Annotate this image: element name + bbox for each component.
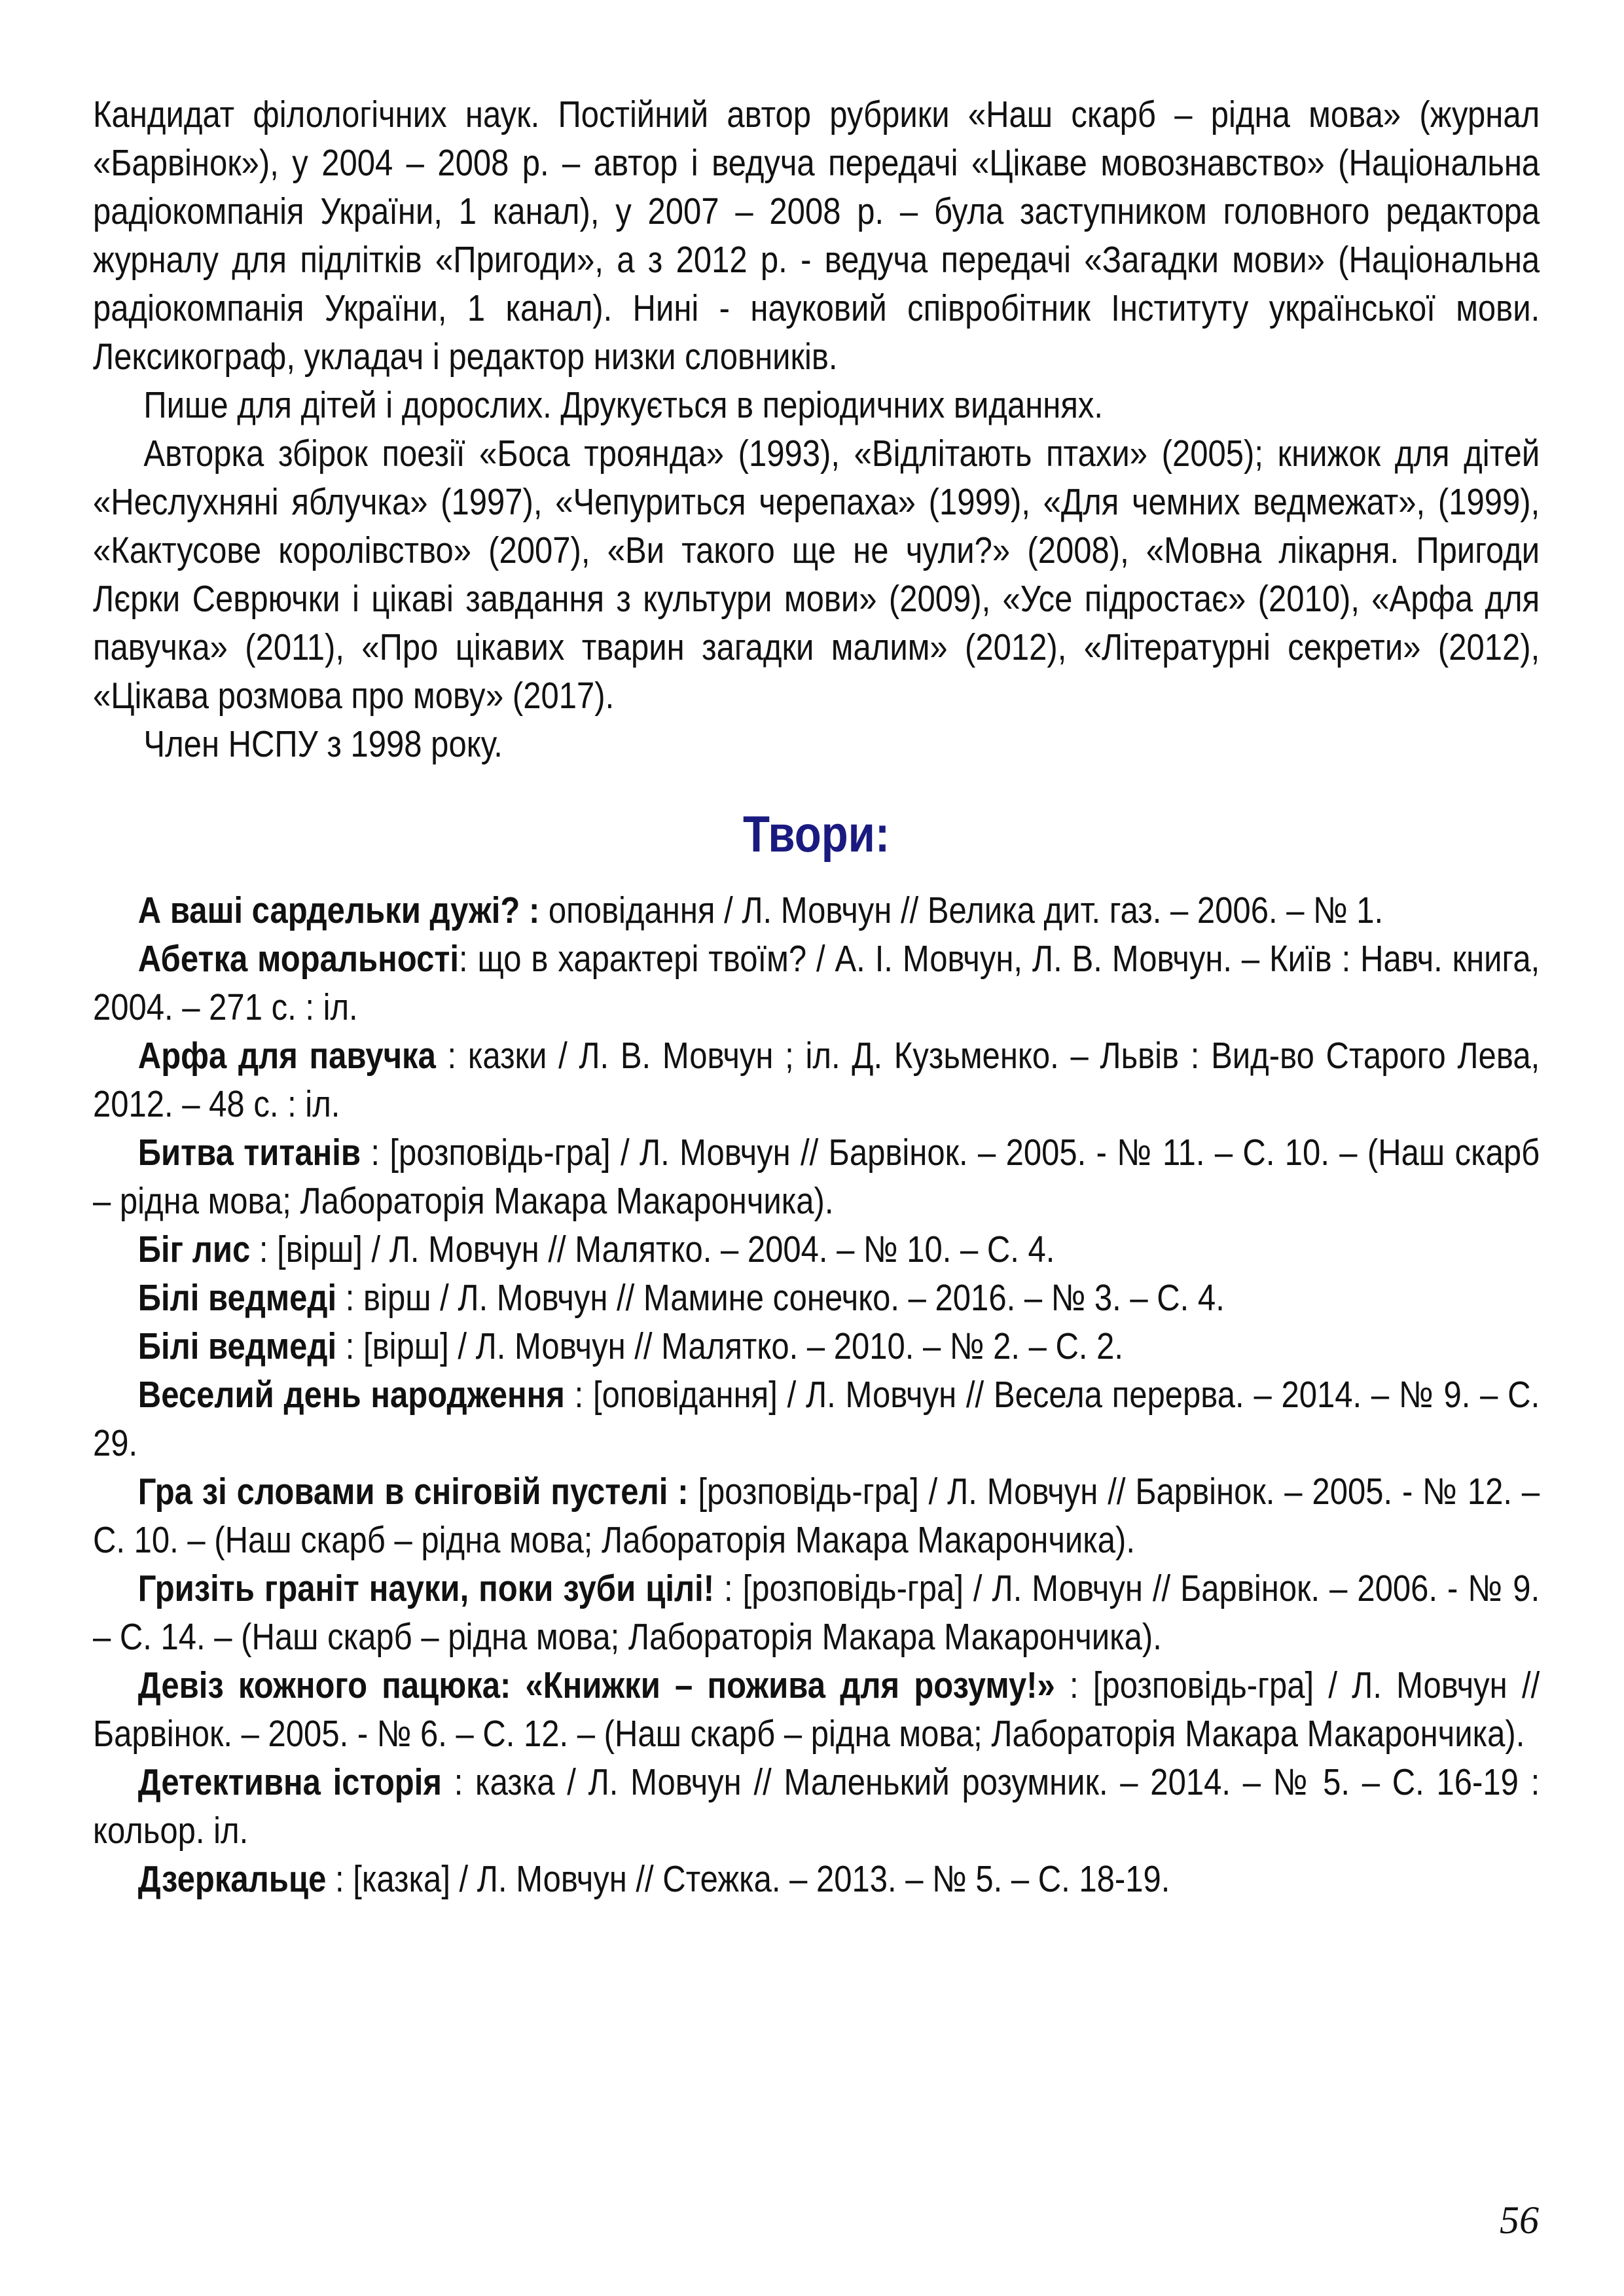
entry-details: : [розповідь-гра] / Л. Мовчун // Барвінок. – 2005. - № 11. – С. 10. – (Наш скарб – рідна мова; Лабораторія Макара Макарончика). bbox=[93, 1132, 1540, 1222]
bibliography-entry bbox=[93, 1467, 1540, 1564]
biography-paragraph: Член НСПУ з 1998 року. bbox=[143, 723, 503, 765]
entry-details: : [вірш] / Л. Мовчун // Малятко. – 2004. – № 10. – С. 4. bbox=[250, 1229, 1055, 1270]
entry-title: Веселий день народження bbox=[137, 1374, 565, 1416]
entry-details: [розповідь-гра] / Л. Мовчун // Барвінок. – 2005. - № 12. – С. 10. – (Наш скарб – рідна мова; Лабораторія Макара Макарончика). bbox=[93, 1471, 1540, 1561]
entry-details: : [оповідання] / Л. Мовчун // Весела перерва. – 2014. – № 9. – С. 29. bbox=[93, 1374, 1540, 1464]
bibliography-entry bbox=[93, 1758, 1540, 1855]
entry-details: : що в характері твоїм? / А. І. Мовчун, Л. В. Мовчун. – Київ : Навч. книга, 2004. – 271 с. : іл. bbox=[93, 938, 1540, 1028]
bibliography-entry bbox=[93, 935, 1540, 1031]
bibliography-entry bbox=[93, 1855, 1540, 1903]
bibliography-entry bbox=[93, 1564, 1540, 1661]
entry-details: : [розповідь-гра] / Л. Мовчун // Барвінок. – 2006. - № 9. – С. 14. – (Наш скарб – рідна мова; Лабораторія Макара Макарончика). bbox=[93, 1568, 1540, 1658]
entry-title: А ваші сардельки дужі? : bbox=[137, 889, 540, 931]
entry-title: Дзеркальце bbox=[137, 1858, 327, 1900]
entry-details: : [казка] / Л. Мовчун // Стежка. – 2013. – № 5. – С. 18-19. bbox=[326, 1858, 1170, 1900]
entry-title: Арфа для павучка bbox=[137, 1035, 436, 1077]
works-list bbox=[93, 886, 1540, 1903]
entry-title: Абетка моральності bbox=[137, 938, 459, 980]
bibliography-entry bbox=[93, 1322, 1540, 1371]
entry-title: Битва титанів bbox=[137, 1132, 361, 1174]
entry-title: Білі ведмеді bbox=[137, 1325, 337, 1367]
page-number: 56 bbox=[1500, 2198, 1539, 2242]
bibliography-entry bbox=[93, 886, 1540, 935]
entry-details: : вірш / Л. Мовчун // Мамине сонечко. – 2016. – № 3. – С. 4. bbox=[336, 1277, 1225, 1319]
bibliography-entry bbox=[93, 1225, 1540, 1274]
biography-paragraph: Авторка збірок поезії «Боса троянда» (1993), «Відлітають птахи» (2005); книжок для дітей «Неслухняні яблучка» (1997), «Чепуриться черепаха» (1999), «Для чемних ведмежат», (1999), «Кактусове королівство» (2007), «Ви такого ще не чули?» (2008), «Мовна лікарня. Пригоди Лєрки Севрючки і цікаві завдання з культури мови» (2009), «Усе підростає» (2010), «Арфа для павучка» (2011), «Про цікавих тварин загадки малим» (2012), «Літературні секрети» (2012), «Цікава розмова про мову» (2017). bbox=[93, 433, 1540, 717]
entry-title: Білі ведмеді bbox=[137, 1277, 337, 1319]
entry-title: Біг лис bbox=[137, 1229, 251, 1270]
bibliography-entry bbox=[93, 1274, 1540, 1322]
author-biography bbox=[93, 90, 1540, 768]
biography-paragraph: Пише для дітей і дорослих. Друкується в періодичних виданнях. bbox=[143, 384, 1104, 426]
biography-paragraph: Кандидат філологічних наук. Постійний автор рубрики «Наш скарб – рідна мова» (журнал «Барвінок»), у 2004 – 2008 р. – автор і ведуча передачі «Цікаве мовознавство» (Національна радіокомпанія України, 1 канал), у 2007 – 2008 р. – була заступником головного редактора журналу для підлітків «Пригоди», а з 2012 р. - ведуча передачі «Загадки мови» (Національна радіокомпанія України, 1 канал). Нині - науковий співробітник Інституту української мови. Лексикограф, укладач і редактор низки словників. bbox=[93, 94, 1540, 378]
entry-title: Гризіть граніт науки, поки зуби цілі! bbox=[137, 1568, 715, 1609]
entry-details: : казка / Л. Мовчун // Маленький розумник. – 2014. – № 5. – С. 16-19 : кольор. іл. bbox=[93, 1761, 1540, 1852]
entry-title: Гра зі словами в сніговій пустелі : bbox=[137, 1471, 689, 1513]
section-title: Твори: bbox=[742, 805, 890, 863]
entry-title: Детективна історія bbox=[137, 1761, 442, 1803]
entry-details: : казки / Л. В. Мовчун ; іл. Д. Кузьменко. – Львів : Вид-во Старого Лева, 2012. – 48 с. : іл. bbox=[93, 1035, 1540, 1125]
entry-details: : [вірш] / Л. Мовчун // Малятко. – 2010. – № 2. – С. 2. bbox=[336, 1325, 1124, 1367]
document-page bbox=[93, 90, 1540, 1903]
entry-details: : [розповідь-гра] / Л. Мовчун // Барвінок. – 2005. - № 6. – С. 12. – (Наш скарб – рідна мова; Лабораторія Макара Макарончика). bbox=[93, 1664, 1540, 1755]
entry-details: оповідання / Л. Мовчун // Велика дит. газ. – 2006. – № 1. bbox=[539, 889, 1384, 931]
bibliography-entry bbox=[93, 1128, 1540, 1225]
entry-title: Девіз кожного пацюка: «Книжки – пожива для розуму!» bbox=[137, 1664, 1055, 1706]
bibliography-entry bbox=[93, 1031, 1540, 1128]
bibliography-entry bbox=[93, 1371, 1540, 1467]
bibliography-entry bbox=[93, 1661, 1540, 1758]
